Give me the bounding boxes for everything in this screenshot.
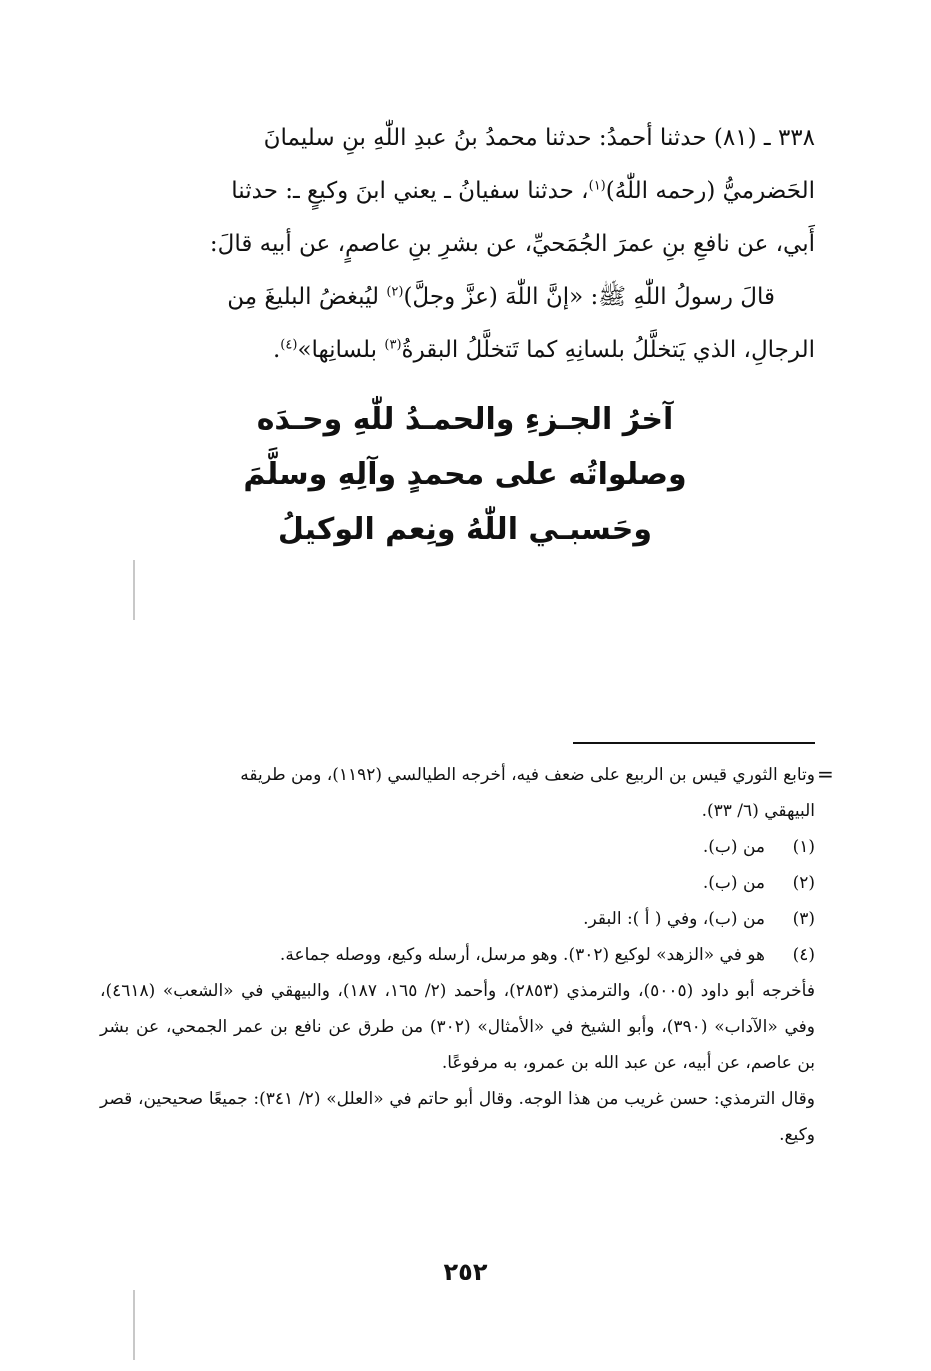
footnote-item (100, 865, 815, 901)
footnote-text: من (ب). (702, 837, 765, 857)
hadith-line-3: أَبي، عن نافعِ بنِ عمرَ الجُمَحيِّ، عن بشرِ بنِ عاصمٍ، عن أبيه قالَ: (209, 231, 815, 257)
footnote-number: (١) (792, 837, 815, 857)
footnote-ref-4: (٤) (280, 337, 298, 353)
hadith-line-5a: الرجالِ، الذي يَتخلَّلُ بلسانِهِ كما تَتخلَّلُ البقرةُ (401, 337, 815, 363)
footnote-ref-2: (٢) (386, 284, 404, 300)
hadith-text (100, 112, 815, 377)
footnote-text: هو في «الزهد» لوكيع (٣٠٢). وهو مرسل، أرسله وكيع، ووصله جماعة. (279, 945, 765, 965)
footnote-continuation-line-2: البيهقي (٦/ ٣٣). (701, 801, 815, 821)
footnote-text: من (ب). (702, 873, 765, 893)
footnote-continuation-line-1: وتابع الثوري قيس بن الربيع على ضعف فيه، أخرجه الطيالسي (١١٩٢)، ومن طريقه (240, 765, 815, 785)
footnote-item (100, 901, 815, 937)
scan-artifact-line (133, 560, 135, 620)
colophon-line-2: وصلواتُه على محمدٍ وآلِهِ وسلَّمَ (243, 457, 687, 492)
footnote-paragraph: وقال الترمذي: حسن غريب من هذا الوجه. وقال أبو حاتم في «العلل» (٢/ ٣٤١): جميعًا صحيحين، قصر وكيع. (100, 1089, 815, 1145)
footnote-number: (٤) (792, 945, 815, 965)
footnote-separator (573, 742, 815, 744)
hadith-line (100, 165, 815, 218)
colophon-line-3: وحَسبـي اللّٰهُ ونِعم الوكيلُ (277, 512, 653, 547)
hadith-line-1: ٣٣٨ ـ (٨١) حدثنا أحمدُ: حدثنا محمدُ بنُ عبدِ اللّٰهِ بنِ سليمانَ (263, 125, 815, 151)
hadith-line-4a: قالَ رسولُ اللّٰهِ ﷺ: «إنَّ اللّٰهَ (عزَّ وجلَّ) (403, 284, 775, 310)
continuation-mark: = (817, 762, 834, 786)
hadith-line (100, 218, 815, 271)
footnote-item (100, 937, 815, 973)
footnote-item (100, 829, 815, 865)
footnote-ref-1: (١) (588, 178, 606, 194)
footnote-number: (٢) (792, 873, 815, 893)
closing-colophon (230, 392, 700, 557)
footnote-continuation (100, 757, 815, 829)
hadith-line (100, 324, 815, 377)
hadith-line-4b: ليُبغضُ البليغَ مِن (227, 284, 387, 310)
page-number: ٢٥٢ (443, 1258, 488, 1286)
colophon-line-1: آخرُ الجـزءِ والحمـدُ للّٰهِ وحـدَه (256, 402, 674, 437)
footnote-paragraph: فأخرجه أبو داود (٥٠٠٥)، والترمذي (٢٨٥٣)، وأحمد (٢/ ١٦٥، ١٨٧)، والبيهقي في «الشعب» (٤٦١٨)، وفي «الآداب» (٣٩٠)، وأبو الشيخ في «الأمثال» (٣٠٢) من طرق عن نافع بن عمر الجمحي، عن بشر بن عاصم، عن أبيه، عن عبد الله بن عمرو، به مرفوعًا. (100, 981, 815, 1073)
footnote-number: (٣) (792, 909, 815, 929)
hadith-line-2a: الحَضرميُّ (رحمه اللّٰهُ) (605, 178, 815, 204)
footnote-ref-3: (٣) (384, 337, 402, 353)
hadith-line-5b: بلسانِها» (297, 337, 385, 363)
scan-artifact-line (133, 1290, 135, 1360)
hadith-line (100, 271, 815, 324)
footnotes-section (100, 757, 815, 1153)
hadith-line-5c: . (272, 337, 281, 363)
hadith-line-2b: ، حدثنا سفيانُ ـ يعني ابنَ وكيعٍ ـ: حدثنا (231, 178, 589, 204)
hadith-line (100, 112, 815, 165)
footnote-text: من (ب)، وفي ( أ ): البقر. (583, 909, 765, 929)
